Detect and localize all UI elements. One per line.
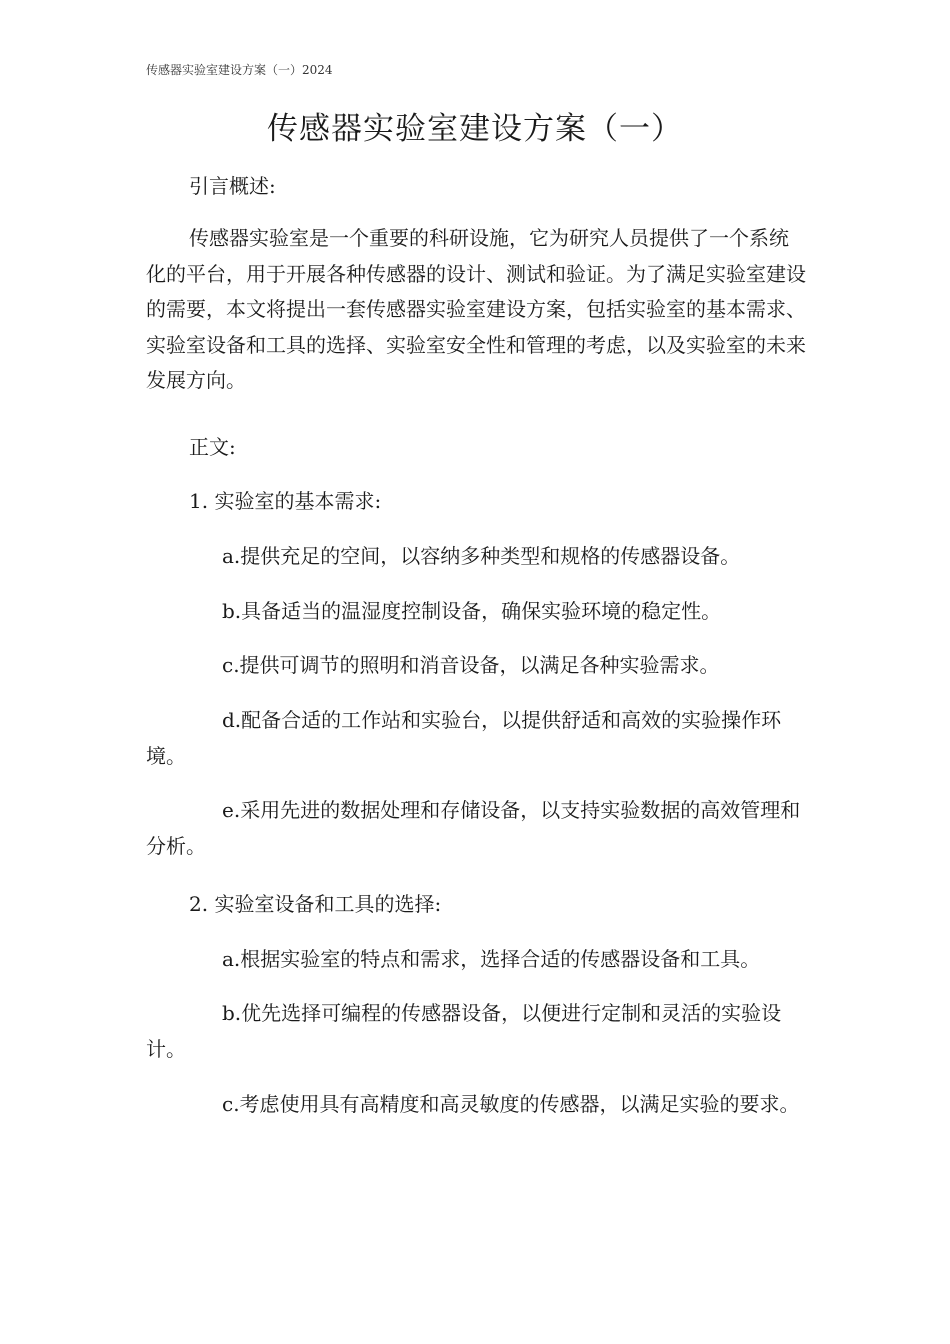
section2-item-a: a.根据实验室的特点和需求，选择合适的传感器设备和工具。 (222, 947, 761, 971)
section1-item-b: b.具备适当的温湿度控制设备，确保实验环境的稳定性。 (222, 599, 722, 623)
section1-item-c: c.提供可调节的照明和消音设备，以满足各种实验需求。 (222, 653, 720, 677)
page-header: 传感器实验室建设方案（一）2024 (146, 63, 333, 77)
intro-heading: 引言概述: (189, 174, 276, 198)
section1-heading: 1. 实验室的基本需求: (189, 489, 382, 513)
section1-item-a: a.提供充足的空间，以容纳多种类型和规格的传感器设备。 (222, 544, 741, 568)
intro-paragraph: 传感器实验室是一个重要的科研设施，它为研究人员提供了一个系统化的平台，用于开展各种传感器的设计、测试和验证。为了满足实验室建设的需要，本文将提出一套传感器实验室建设方案，包括实验室的基本需求、实验室设备和工具的选择、实验室安全性和管理的考虑，以及实验室的未来发展方向。 (146, 226, 806, 392)
section1-item-e: e.采用先进的数据处理和存储设备，以支持实验数据的高效管理和分析。 (146, 798, 801, 858)
section2-heading: 2. 实验室设备和工具的选择: (189, 892, 442, 916)
body-heading: 正文: (189, 435, 236, 459)
section2-item-b: b.优先选择可编程的传感器设备，以便进行定制和灵活的实验设计。 (146, 1001, 782, 1061)
document-title: 传感器实验室建设方案（一） (267, 111, 683, 147)
section2-item-c: c.考虑使用具有高精度和高灵敏度的传感器，以满足实验的要求。 (222, 1092, 800, 1116)
section1-item-d: d.配备合适的工作站和实验台，以提供舒适和高效的实验操作环境。 (146, 708, 782, 768)
